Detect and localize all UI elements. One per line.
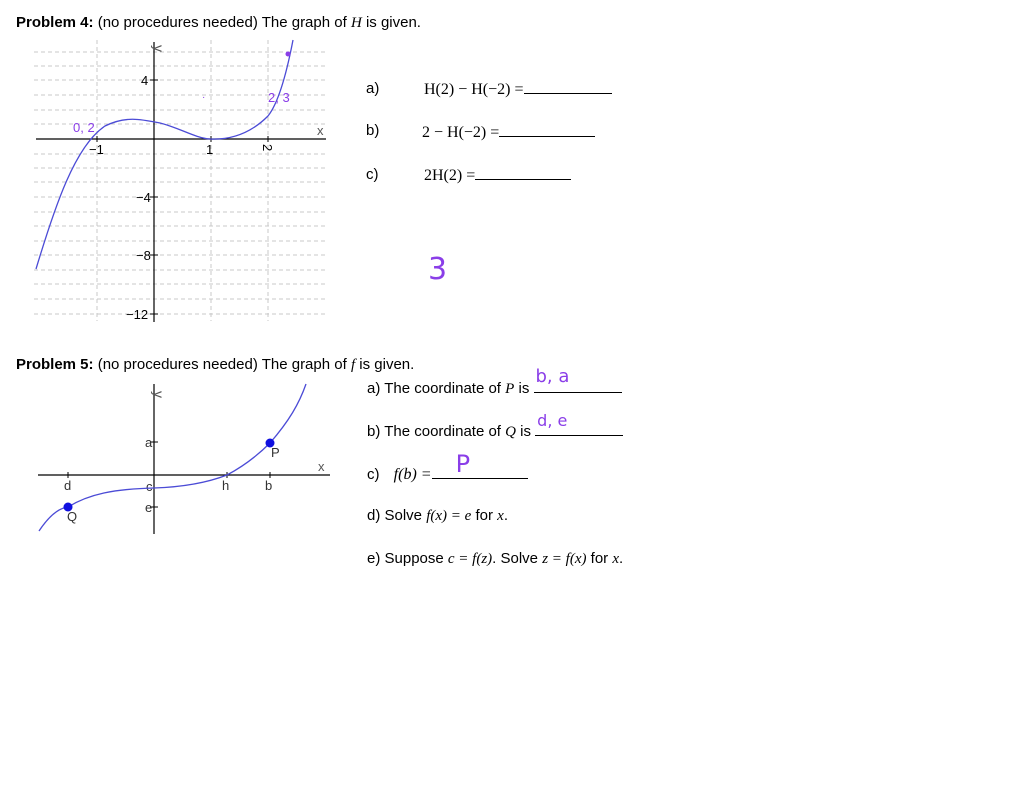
problem5-q-d [367,507,508,525]
problem5-xlabel-d: d [64,478,72,493]
problem5-q-c-expr: f(b) = [393,466,432,483]
problem5-q-b-var: Q [505,424,516,440]
problem4-intro: (no procedures needed) The graph of [97,14,351,31]
problem5-curve [39,384,306,531]
problem5-q-b-blank[interactable] [535,411,623,436]
problem5-q-b [367,411,623,441]
problem5-q-a-prefix: a) The coordinate of [367,380,506,397]
problem5-ylabel-a: a [145,435,153,450]
problem5-ylabel-e: e [145,500,153,515]
problem4-xtick-neg1: −1 [89,142,104,157]
problem5-q-e-mid: . Solve [492,550,543,567]
problem4-q-b [422,122,595,142]
problem5-point-q-label: Q [67,509,78,524]
problem4-label: Problem 4 [16,14,89,31]
problem4-q-a-expr: H(2) − H(−2) = [424,81,524,98]
problem4-q-c-letter: c) [366,166,379,183]
problem4-q-a-letter: a) [366,80,380,97]
problem5-intro: (no procedures needed) The graph of [97,356,351,373]
problem4-ytick-4: 4 [141,73,149,88]
problem4-grid [34,40,326,321]
problem4-q-a [424,79,612,99]
problem5-xlabel-h: h [222,478,230,493]
problem4-stray-mark: · [202,92,206,103]
problem5-label: Problem 5 [16,356,89,373]
problem5-graph [34,376,334,538]
problem4-q-b-blank[interactable] [499,122,595,137]
problem5-q-a-suffix: is [514,380,534,397]
problem4-y-axis-label: y [151,45,167,52]
problem4-point-mark [286,52,291,57]
problem5-q-e-expr2: z = f(x) [542,551,587,567]
problem5-q-e-prefix: e) Suppose [367,550,448,567]
problem5-point-p-label: P [271,445,280,460]
problem5-q-e-var: x [612,551,619,567]
problem5-outro: is given. [355,356,415,373]
problem5-q-d-prefix: d) Solve [367,507,427,524]
problem5-q-e-expr1: c = f(z) [447,551,493,567]
problem5-xlabel-c: c [146,479,153,494]
problem4-q-c-expr: 2H(2) = [424,167,476,184]
problem5-q-d-end: . [503,507,508,524]
problem4-heading: Problem 4: (no procedures needed) The graph of H is given. [16,14,421,31]
problem4-annotation-0-2: 0, 2 [73,120,95,135]
problem4-handwritten-answer: 3 [428,252,448,287]
problem5-x-axis-label: x [318,459,325,474]
problem4-q-a-blank[interactable] [524,79,612,94]
problem5-q-b-handwritten: d, e [537,411,568,430]
problem5-q-d-mid: for [471,507,498,524]
problem5-q-c [367,450,528,484]
problem5-q-c-letter: c) [367,466,380,483]
problem5-q-d-expr: f(x) = e [426,508,472,524]
problem4-xtick-2: 2 [260,144,275,152]
problem4-annotation-2-3: 2, 3 [268,90,290,105]
problem4-xtick-1: 1 [206,142,214,157]
problem5-q-a-handwritten: b, a [535,366,570,387]
problem5-xlabel-b: b [265,478,273,493]
problem5-q-e-mid2: for [586,550,613,567]
problem5-q-c-blank[interactable] [432,450,528,479]
problem5-q-d-var: x [497,508,504,524]
problem5-q-e [367,550,623,568]
problem4-q-b-letter: b) [366,122,380,139]
problem4-outro: is given. [361,14,421,31]
problem4-func: H [350,15,362,31]
problem4-ytick-neg12: −12 [126,307,149,322]
problem5-q-c-handwritten: P [455,450,471,478]
problem4-ytick-neg4: −4 [136,190,151,205]
problem5-q-e-end: . [619,550,624,567]
problem5-heading: Problem 5: (no procedures needed) The graph of f is given. [16,356,415,373]
problem5-q-b-suffix: is [516,423,536,440]
problem5-q-a-var: P [505,381,515,397]
problem5-q-a [367,366,622,398]
problem4-q-b-expr: 2 − H(−2) = [422,124,500,141]
problem4-q-c [424,165,571,185]
problem5-q-b-prefix: b) The coordinate of [367,423,506,440]
problem4-graph [30,36,330,326]
problem4-q-c-blank[interactable] [475,165,571,180]
problem5-y-axis-label: y [151,391,167,398]
problem4-ytick-neg8: −8 [136,248,151,263]
problem5-func: f [350,357,356,373]
problem4-x-axis-label: x [317,123,324,138]
problem5-q-a-blank[interactable] [534,366,622,393]
